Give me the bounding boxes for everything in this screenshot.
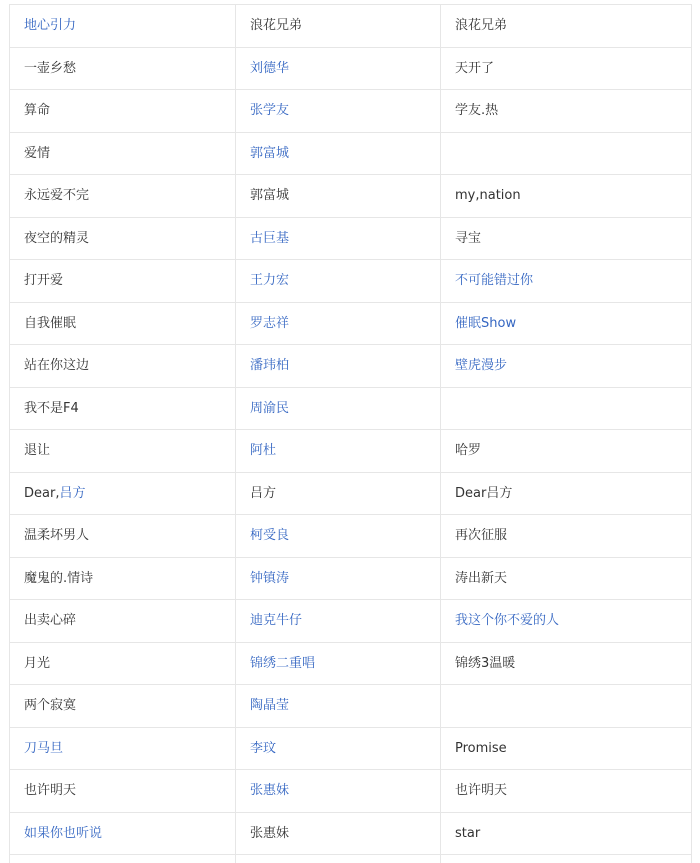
table-cell-text: 出卖心碎 [24, 613, 77, 629]
table-cell-text: 退让 [24, 443, 51, 459]
song-title-cell [10, 515, 236, 558]
song-title-cell [10, 345, 236, 388]
album-cell [441, 217, 692, 260]
table-cell-text: my,nation [455, 188, 521, 204]
table-cell-link[interactable]: 催眠Show [455, 315, 517, 331]
table-row [10, 217, 692, 260]
table-cell-text: 我不是F4 [24, 400, 79, 416]
artist-cell [236, 685, 441, 728]
table-row [10, 90, 692, 133]
table-row [10, 557, 692, 600]
table-cell-text: 寻宝 [455, 230, 482, 246]
artist-cell [236, 5, 441, 48]
table-cell-text: 浪花兄弟 [455, 18, 508, 34]
table-row [10, 132, 692, 175]
table-cell-text: 算命 [24, 103, 51, 119]
artist-cell [236, 345, 441, 388]
table-cell-link[interactable]: 张学友 [250, 103, 290, 119]
album-cell [441, 260, 692, 303]
artist-cell [236, 812, 441, 855]
table-cell-link[interactable]: 刘德华 [250, 60, 290, 76]
table-cell-text: 哈罗 [455, 443, 482, 459]
artist-cell [236, 557, 441, 600]
table-cell-link[interactable]: 不可能错过你 [455, 273, 534, 289]
artist-cell [236, 47, 441, 90]
table-row [10, 302, 692, 345]
table-cell-text: Promise [455, 740, 507, 756]
table-cell-link[interactable]: 罗志祥 [250, 315, 290, 331]
table-cell-link[interactable]: 壁虎漫步 [455, 358, 508, 374]
song-title-cell [10, 770, 236, 813]
song-title-cell [10, 600, 236, 643]
table-cell-link[interactable]: 柯受良 [250, 528, 290, 544]
album-cell [441, 642, 692, 685]
artist-cell [236, 472, 441, 515]
song-title-cell [10, 302, 236, 345]
table-cell-text: 涛出新天 [455, 570, 508, 586]
table-cell-text: 锦绣3温暖 [455, 655, 516, 671]
artist-cell [236, 90, 441, 133]
table-row [10, 472, 692, 515]
table-row [10, 387, 692, 430]
table-cell-link[interactable]: 王力宏 [250, 273, 290, 289]
table-cell-link[interactable]: 潘玮柏 [250, 358, 290, 374]
artist-cell [236, 387, 441, 430]
album-cell [441, 345, 692, 388]
song-title-cell [10, 855, 236, 863]
song-title-cell [10, 47, 236, 90]
song-title-cell [10, 430, 236, 473]
table-row [10, 345, 692, 388]
table-cell-text: 吕方 [250, 485, 277, 501]
artist-cell [236, 600, 441, 643]
song-title-cell [10, 642, 236, 685]
album-cell [441, 387, 692, 430]
table-cell-link[interactable]: 钟镇涛 [250, 570, 290, 586]
table-cell-text: 也许明天 [24, 783, 77, 799]
album-cell [441, 175, 692, 218]
album-cell [441, 430, 692, 473]
table-row [10, 855, 692, 863]
album-cell [441, 855, 692, 863]
table-row [10, 727, 692, 770]
song-title-cell [10, 387, 236, 430]
song-title-cell [10, 812, 236, 855]
album-cell [441, 47, 692, 90]
table-row [10, 260, 692, 303]
album-cell [441, 5, 692, 48]
table-cell-text: 再次征服 [455, 528, 508, 544]
artist-cell [236, 260, 441, 303]
album-cell [441, 600, 692, 643]
artist-cell [236, 430, 441, 473]
table-cell-link[interactable]: 李玟 [250, 740, 277, 756]
table-cell-text: 魔鬼的.情诗 [24, 570, 94, 586]
table-cell-text: Dear, [24, 485, 60, 501]
song-title-cell [10, 557, 236, 600]
table-cell-text: 一壶乡愁 [24, 60, 77, 76]
table-cell-text: 站在你这边 [24, 358, 90, 374]
artist-cell [236, 132, 441, 175]
song-title-cell [10, 260, 236, 303]
table-cell-text: 打开爱 [24, 273, 64, 289]
table-cell-link[interactable]: 周渝民 [250, 400, 290, 416]
artist-cell [236, 642, 441, 685]
table-cell-text: Dear吕方 [455, 485, 513, 501]
table-cell-link[interactable]: 古巨基 [250, 230, 290, 246]
table-cell-text: 浪花兄弟 [250, 18, 303, 34]
table-cell-link[interactable]: 吕方 [59, 485, 86, 501]
artist-cell [236, 770, 441, 813]
table-cell-link[interactable]: 如果你也听说 [24, 825, 103, 841]
song-title-cell [10, 685, 236, 728]
table-cell-text: 爱情 [24, 145, 51, 161]
song-table-body [10, 5, 692, 863]
table-cell-text: 天开了 [455, 60, 495, 76]
album-cell [441, 812, 692, 855]
table-row [10, 770, 692, 813]
album-cell [441, 515, 692, 558]
album-cell [441, 727, 692, 770]
table-cell-text: 两个寂寞 [24, 698, 77, 714]
artist-cell [236, 727, 441, 770]
table-cell-link[interactable]: 我这个你不爱的人 [455, 613, 560, 629]
table-cell-text: 夜空的精灵 [24, 230, 90, 246]
song-title-cell [10, 90, 236, 133]
song-title-cell [10, 175, 236, 218]
artist-cell [236, 217, 441, 260]
table-cell-text: 张惠妹 [250, 825, 290, 841]
table-row [10, 5, 692, 48]
table-row [10, 515, 692, 558]
table-row [10, 812, 692, 855]
album-cell [441, 132, 692, 175]
table-cell-link[interactable]: 阿杜 [250, 443, 277, 459]
table-cell-text: star [455, 825, 481, 841]
table-row [10, 47, 692, 90]
song-title-cell [10, 217, 236, 260]
table-cell-text: 也许明天 [455, 783, 508, 799]
table-cell-text: 郭富城 [250, 188, 290, 204]
table-row [10, 175, 692, 218]
album-cell [441, 472, 692, 515]
table-cell-link[interactable]: 郭富城 [250, 145, 290, 161]
table-row [10, 685, 692, 728]
song-table [9, 4, 692, 863]
artist-cell [236, 302, 441, 345]
table-cell-text: 永远爱不完 [24, 188, 90, 204]
song-title-cell [10, 5, 236, 48]
album-cell [441, 685, 692, 728]
album-cell [441, 557, 692, 600]
table-cell-text: 温柔坏男人 [24, 528, 90, 544]
table-cell-link[interactable]: 锦绣二重唱 [250, 655, 316, 671]
album-cell [441, 90, 692, 133]
album-cell [441, 302, 692, 345]
table-cell-link[interactable]: 张惠妹 [250, 783, 290, 799]
artist-cell [236, 855, 441, 863]
song-title-cell [10, 132, 236, 175]
table-cell-link[interactable]: 迪克牛仔 [250, 613, 303, 629]
table-cell-text: 学友.热 [455, 103, 499, 119]
song-title-cell [10, 727, 236, 770]
album-cell [441, 770, 692, 813]
table-row [10, 642, 692, 685]
song-title-cell [10, 472, 236, 515]
table-cell-text: 自我催眠 [24, 315, 77, 331]
table-cell-link[interactable]: 陶晶莹 [250, 698, 290, 714]
table-cell-link[interactable]: 刀马旦 [24, 740, 64, 756]
table-cell-text: 月光 [24, 655, 51, 671]
table-row [10, 430, 692, 473]
table-cell-link[interactable]: 地心引力 [24, 18, 77, 34]
artist-cell [236, 175, 441, 218]
artist-cell [236, 515, 441, 558]
table-row [10, 600, 692, 643]
